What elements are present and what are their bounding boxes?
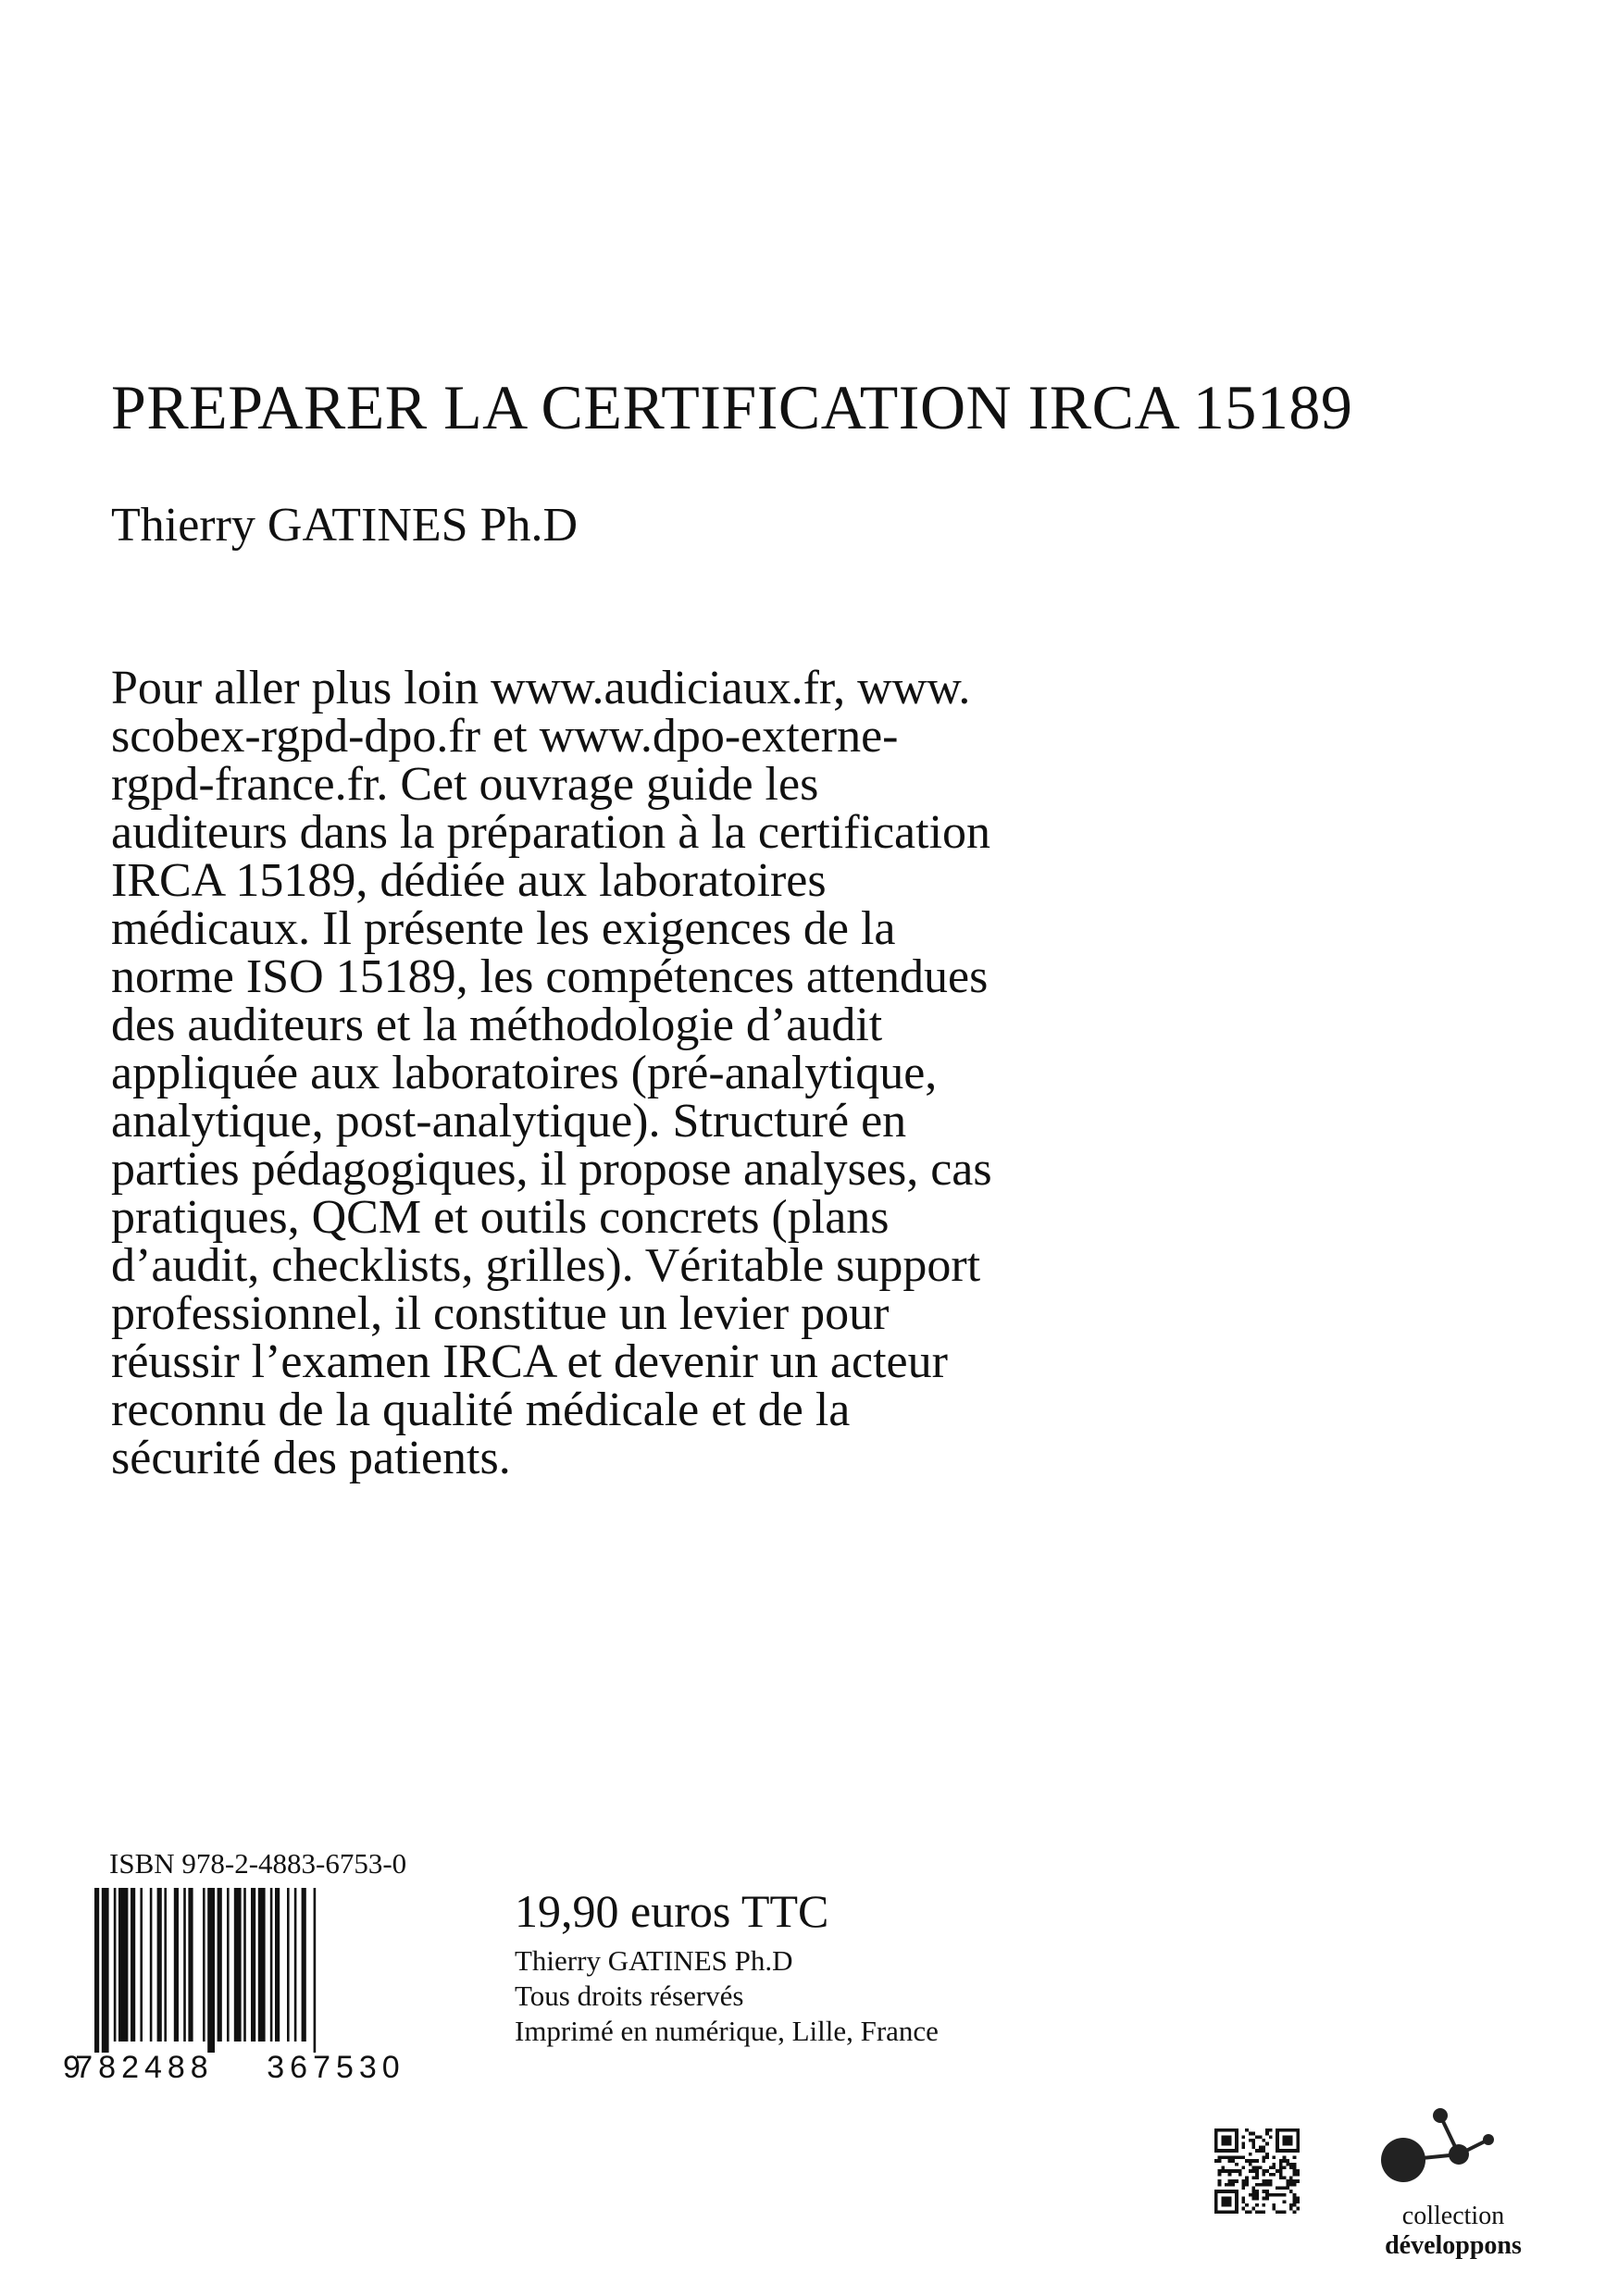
description-line: IRCA 15189, dédiée aux laboratoires bbox=[111, 854, 827, 907]
book-author: Thierry GATINES Ph.D bbox=[111, 499, 579, 552]
description-line: d’audit, checklists, grilles). Véritable support bbox=[111, 1239, 981, 1292]
isbn-label: ISBN 978-2-4883-6753-0 bbox=[109, 1847, 407, 1880]
description-line: scobex-rgpd-dpo.fr et www.dpo-externe- bbox=[111, 710, 899, 763]
printing-info: Imprimé en numérique, Lille, France bbox=[515, 2015, 939, 2047]
qr-code-icon bbox=[1214, 2128, 1300, 2214]
barcode-digits-right: 367530 bbox=[267, 2050, 405, 2082]
description-line: rgpd-france.fr. Cet ouvrage guide les bbox=[111, 758, 819, 811]
description-line: analytique, post-analytique). Structuré en bbox=[111, 1095, 907, 1148]
barcode-digits-left: 782488 bbox=[75, 2050, 214, 2082]
molecule-logo-icon bbox=[1379, 2101, 1500, 2193]
description-line: reconnu de la qualité médicale et de la bbox=[111, 1384, 851, 1436]
description-line: professionnel, il constitue un levier pour bbox=[111, 1287, 890, 1340]
price: 19,90 euros TTC bbox=[515, 1885, 829, 1937]
isbn-barcode bbox=[63, 1888, 461, 2082]
description-line: Pour aller plus loin www.audiciaux.fr, www. bbox=[111, 662, 971, 714]
description-line: auditeurs dans la préparation à la certification bbox=[111, 806, 991, 859]
collection-label: collection bbox=[1401, 2202, 1505, 2230]
rights-holder: Thierry GATINES Ph.D bbox=[515, 1944, 793, 1977]
book-title: PREPARER LA CERTIFICATION IRCA 15189 bbox=[111, 372, 1353, 442]
rights-notice: Tous droits réservés bbox=[515, 1980, 744, 2012]
collection-name: développons bbox=[1385, 2231, 1522, 2260]
description-line: pratiques, QCM et outils concrets (plans bbox=[111, 1191, 890, 1244]
description-line: norme ISO 15189, les compétences attendues bbox=[111, 950, 989, 1003]
book-description bbox=[111, 664, 1240, 1483]
description-line: sécurité des patients. bbox=[111, 1432, 511, 1484]
description-line: des auditeurs et la méthodologie d’audit bbox=[111, 999, 883, 1051]
description-line: réussir l’examen IRCA et devenir un acteur bbox=[111, 1335, 948, 1388]
description-line: parties pédagogiques, il propose analyses, cas bbox=[111, 1143, 992, 1196]
description-line: appliquée aux laboratoires (pré-analytique, bbox=[111, 1047, 938, 1099]
barcode-digit-lead: 9 bbox=[63, 2050, 81, 2082]
description-line: médicaux. Il présente les exigences de la bbox=[111, 902, 896, 955]
